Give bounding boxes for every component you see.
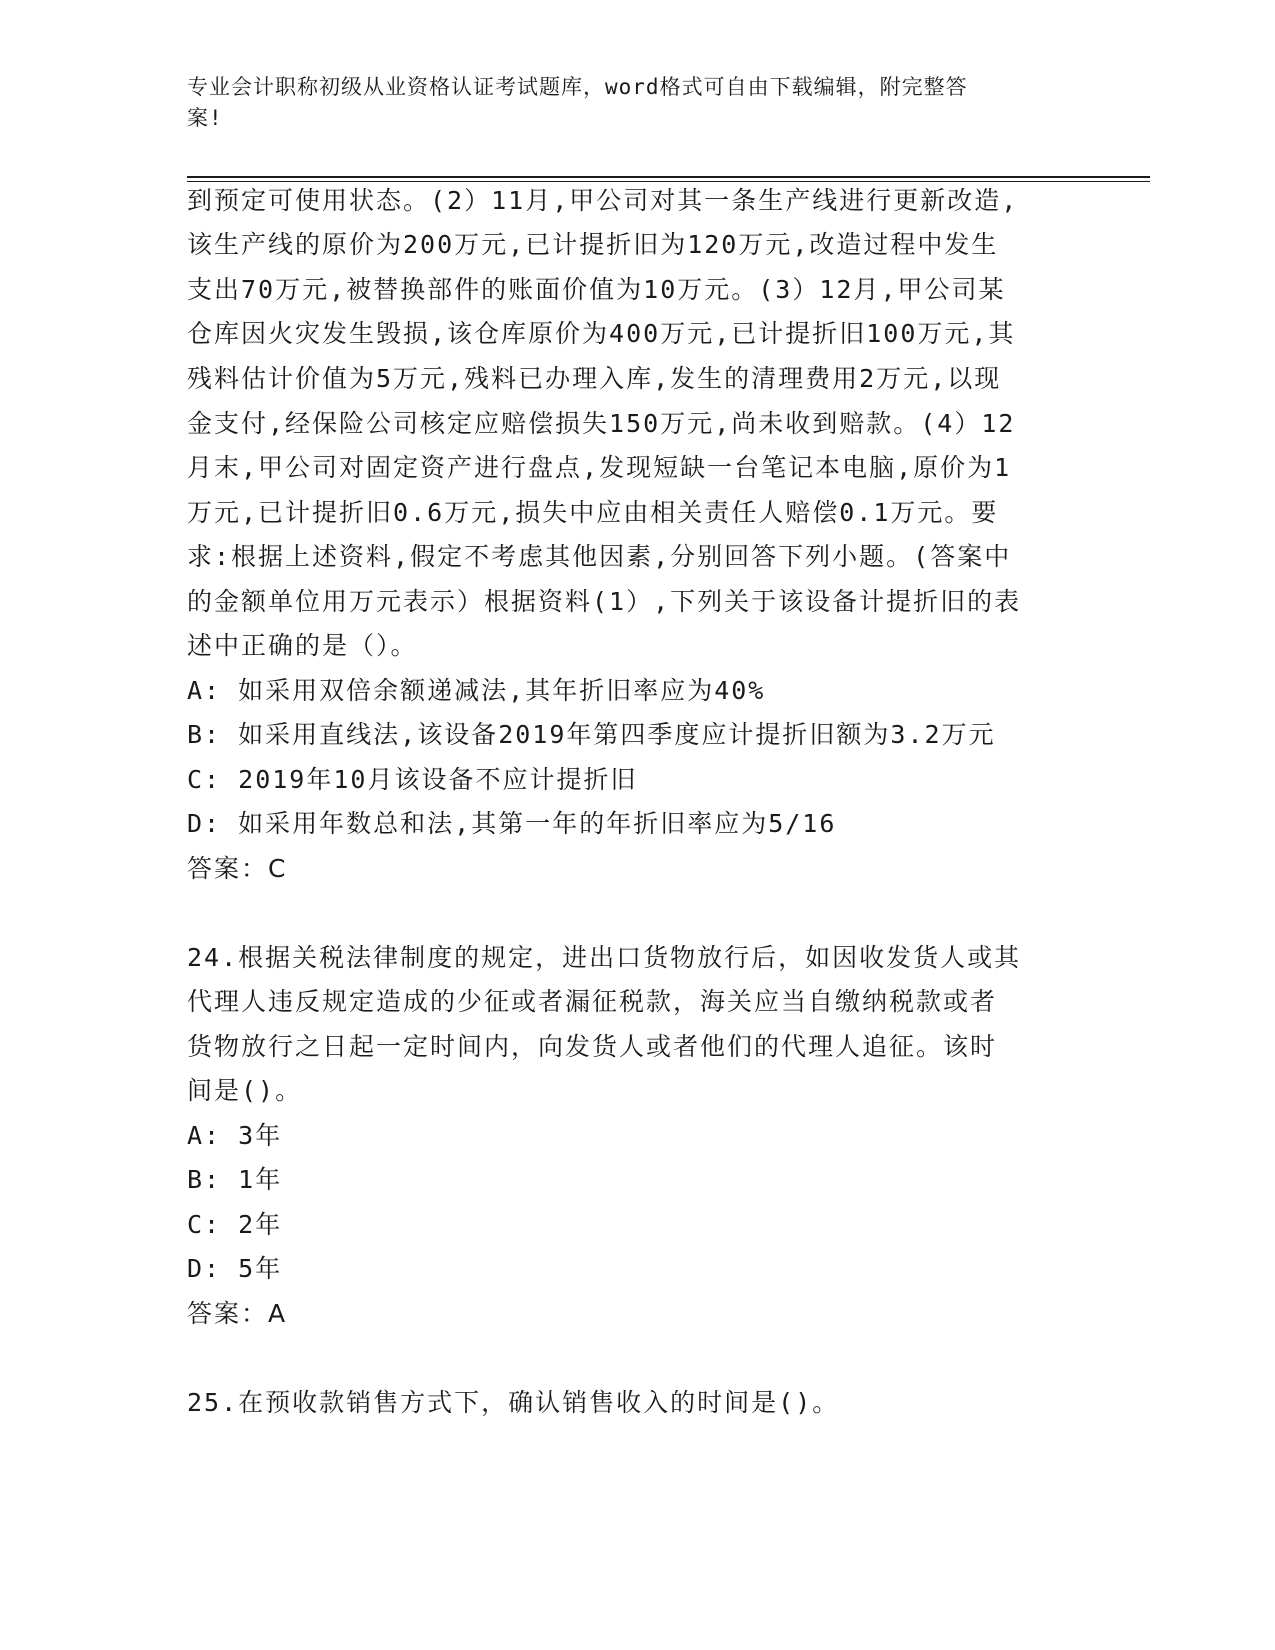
q24-answer: 答案：A [187, 1299, 288, 1328]
q25-stem-line: 25.在预收款销售方式下，确认销售收入的时间是()。 [187, 1388, 840, 1417]
q23-stem-line: 该生产线的原价为200万元,已计提折旧为120万元,改造过程中发生 [187, 230, 999, 259]
header-line-1: 专业会计职称初级从业资格认证考试题库，word格式可自由下载编辑，附完整答 [187, 75, 968, 99]
q23-option-a: A: 如采用双倍余额递减法,其年折旧率应为40% [187, 676, 766, 705]
q23-option-b: B: 如采用直线法,该设备2019年第四季度应计提折旧额为3.2万元 [187, 720, 996, 749]
q23-stem-line: 求:根据上述资料,假定不考虑其他因素,分别回答下列小题。(答案中 [187, 542, 1012, 571]
q24-option-a: A: 3年 [187, 1121, 283, 1150]
q23-option-c: C: 2019年10月该设备不应计提折旧 [187, 765, 638, 794]
q23-stem-line: 万元,已计提折旧0.6万元,损失中应由相关责任人赔偿0.1万元。要 [187, 498, 999, 527]
q24-stem-line: 代理人违反规定造成的少征或者漏征税款，海关应当自缴纳税款或者 [187, 987, 998, 1016]
q24-option-c: C: 2年 [187, 1210, 283, 1239]
document-header [187, 72, 1067, 134]
q23-stem-line: 到预定可使用状态。(2）11月,甲公司对其一条生产线进行更新改造, [187, 186, 1019, 215]
q23-stem-line: 金支付,经保险公司核定应赔偿损失150万元,尚未收到赔款。(4）12 [187, 409, 1016, 438]
q24-stem-line: 间是()。 [187, 1076, 303, 1105]
header-divider-thin [187, 181, 1150, 182]
q23-option-d: D: 如采用年数总和法,其第一年的年折旧率应为5/16 [187, 809, 837, 838]
q24-option-d: D: 5年 [187, 1254, 283, 1283]
q23-stem-line: 支出70万元,被替换部件的账面价值为10万元。(3）12月,甲公司某 [187, 275, 1006, 304]
q24-stem-line: 货物放行之日起一定时间内，向发货人或者他们的代理人追征。该时 [187, 1032, 998, 1061]
header-line-2: 案! [187, 106, 223, 130]
q24-stem-line: 24.根据关税法律制度的规定，进出口货物放行后，如因收发货人或其 [187, 943, 1022, 972]
q23-stem-line: 述中正确的是（）。 [187, 631, 418, 660]
q23-answer: 答案：C [187, 854, 288, 883]
q23-stem-line: 的金额单位用万元表示）根据资料(1）,下列关于该设备计提折旧的表 [187, 587, 1022, 616]
q23-stem-line: 仓库因火灾发生毁损,该仓库原价为400万元,已计提折旧100万元,其 [187, 319, 1016, 348]
q23-stem-line: 月末,甲公司对固定资产进行盘点,发现短缺一台笔记本电脑,原价为1 [187, 453, 1012, 482]
q24-option-b: B: 1年 [187, 1165, 283, 1194]
q23-stem-line: 残料估计价值为5万元,残料已办理入库,发生的清理费用2万元,以现 [187, 364, 1002, 393]
header-divider-thick [187, 176, 1150, 178]
